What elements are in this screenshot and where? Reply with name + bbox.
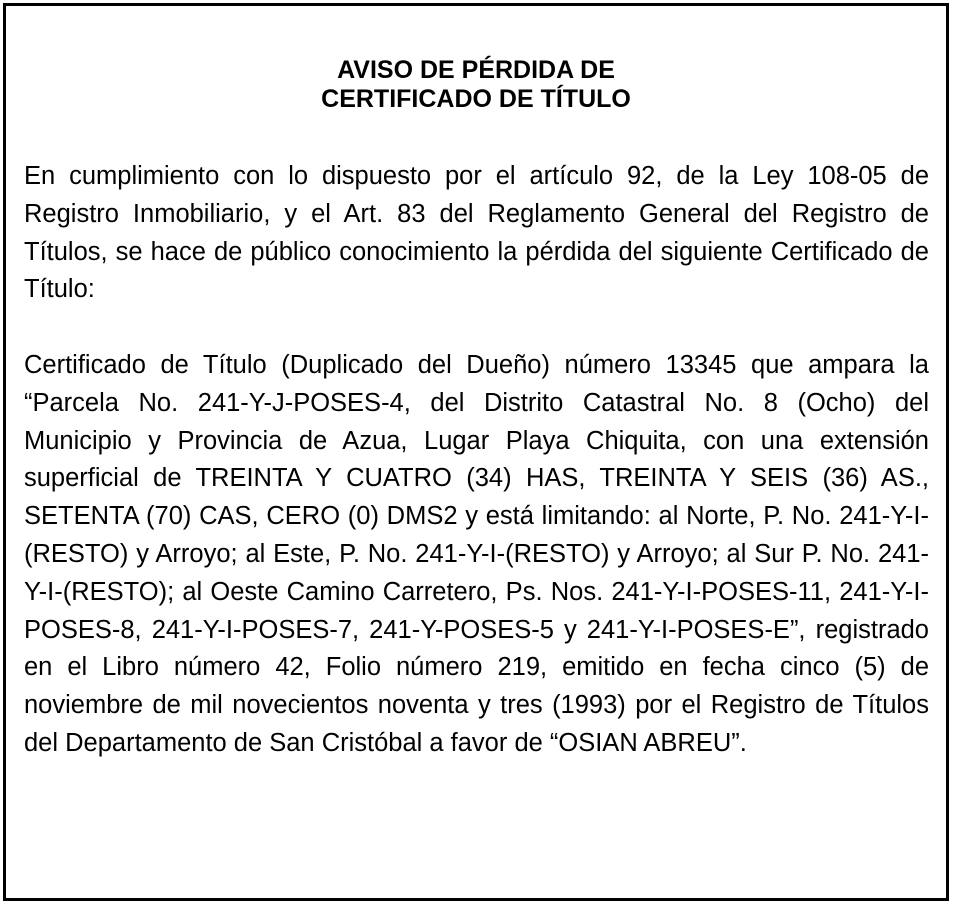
notice-paragraph-legal-basis: En cumplimiento con lo dispuesto por el artículo 92, de la Ley 108-05 de Registro Inmobiliario, y el Art. 83 del Reglamento General del Registro de Títulos, se hace de público conocimiento la pérdida del siguiente Certificado de Título: bbox=[24, 162, 929, 304]
notice-title-line-1: AVISO DE PÉRDIDA DE bbox=[337, 56, 615, 84]
notice-title-line-2: CERTIFICADO DE TÍTULO bbox=[321, 85, 631, 113]
notice-paragraph-certificate-details: Certificado de Título (Duplicado del Dueño) número 13345 que ampara la “Parcela No. 241-Y-J-POSES-4, del Distrito Catastral No. 8 (Ocho) del Municipio y Provincia de Azua, Lugar Playa Chiquita, con una extensión superficial de TREINTA Y CUATRO (34) HAS, TREINTA Y SEIS (36) AS., SETENTA (70) CAS, CERO (0) DMS2 y está limitando: al Norte, P. No. 241-Y-I-(RESTO) y Arroyo; al Este, P. No. 241-Y-I-(RESTO) y Arroyo; al Sur P. No. 241-Y-I-(RESTO); al Oeste Camino Carretero, Ps. Nos. 241-Y-I-POSES-11, 241-Y-I-POSES-8, 241-Y-I-POSES-7, 241-Y-POSES-5 y 241-Y-I-POSES-E”, registrado en el Libro número 42, Folio número 219, emitido en fecha cinco (5) de noviembre de mil novecientos noventa y tres (1993) por el Registro de Títulos del Departamento de San Cristóbal a favor de “OSIAN ABREU”. bbox=[24, 351, 929, 757]
legal-notice-box bbox=[3, 3, 949, 901]
notice-title bbox=[6, 56, 946, 114]
